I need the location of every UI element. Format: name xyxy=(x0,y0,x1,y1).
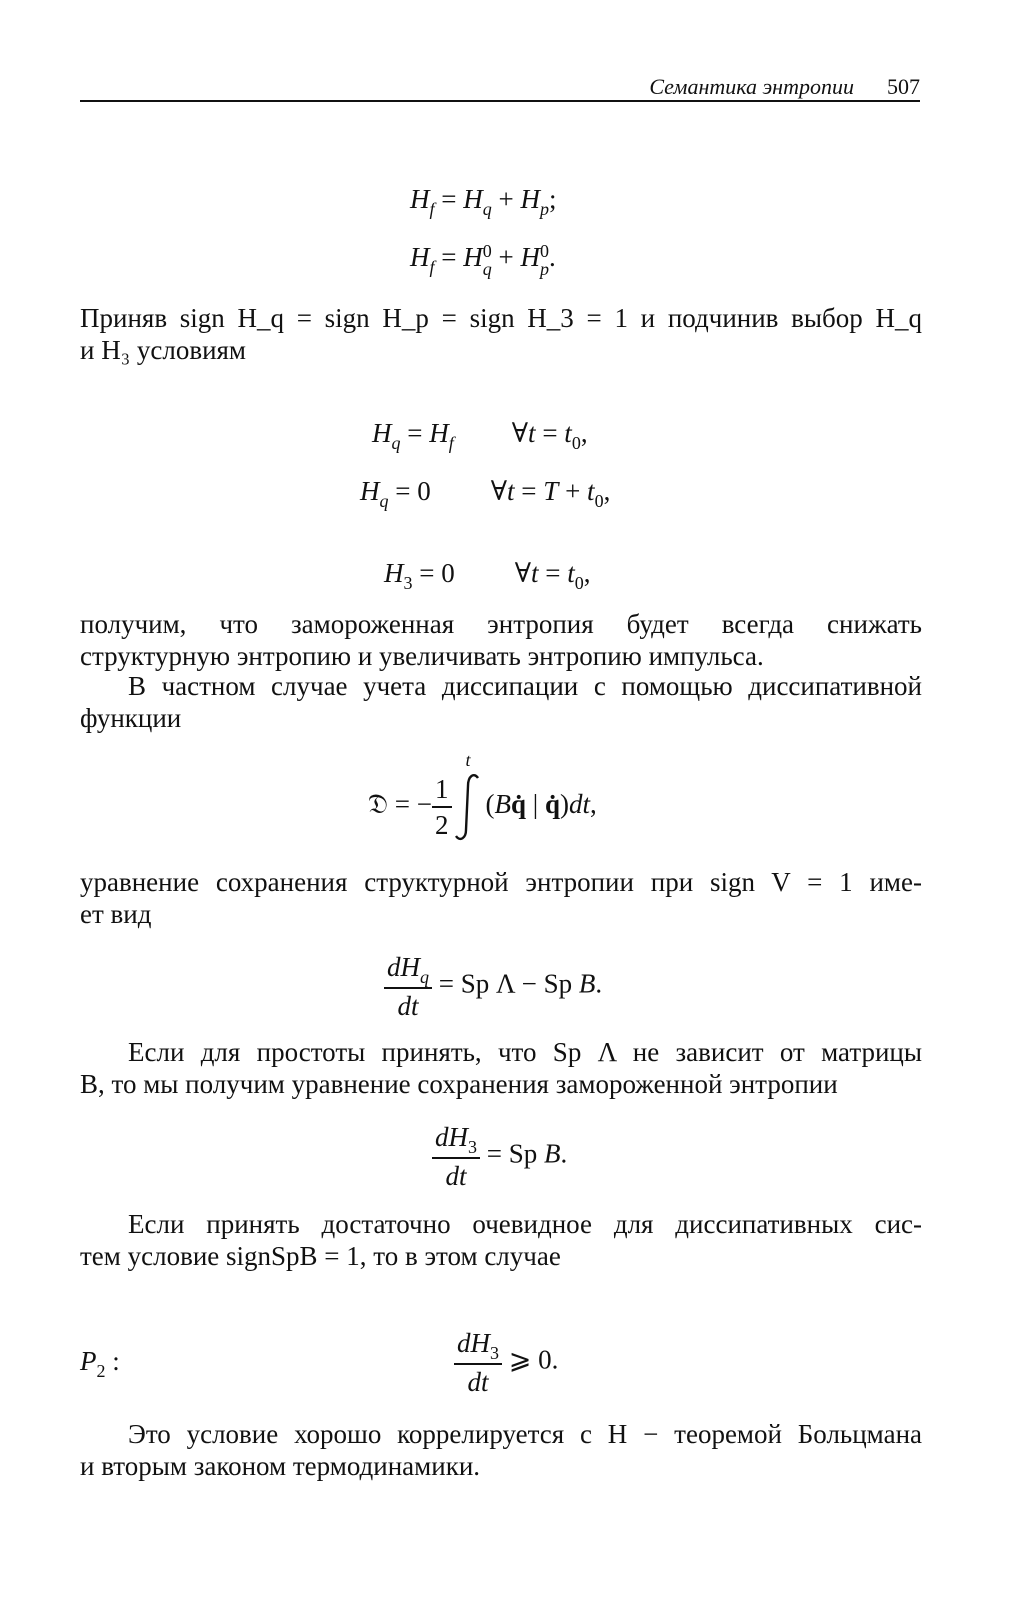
equation-hf-sum: $H_f = H_q + H_p$; xyxy=(410,184,557,219)
equation-label-p2: $P_2$ : xyxy=(80,1346,120,1381)
equation-p2-inequality: $\frac{dH_3}{dt}$ ⩾ 0. xyxy=(454,1326,558,1399)
paragraph-assumption: Приняв sign H_q = sign H_p = sign H_3 = 1 и подчинив выбор H_q и H₃ условиям xyxy=(80,303,922,365)
integral-sign-icon: t xyxy=(452,772,486,842)
equation-condition-1: $H_q = H_f$ ∀t = $t_0$, xyxy=(372,418,588,453)
equation-condition-3: $H_3 = 0$ ∀t = $t_0$, xyxy=(384,558,591,593)
paragraph-conservation: уравнение сохранения структурной энтропии при sign V = 1 име- ет вид xyxy=(80,867,922,929)
paragraph-frozen-entropy: Если для простоты принять, что Sp Λ не зависит от матрицы B, то мы получим уравнение сохранения замороженной энтропии xyxy=(80,1037,922,1099)
header-rule xyxy=(80,100,920,102)
running-header xyxy=(80,72,920,102)
equation-dissipative-function: 𝔇 = − $\frac{1}{2}$ t (Bq̇ | q̇)dt, xyxy=(368,750,597,840)
paragraph-dissipation: В частном случае учета диссипации с помощью диссипативной функции xyxy=(80,671,922,733)
paragraph-boltzmann: Это условие хорошо коррелируется с H − теоремой Больцмана и вторым законом термодинамики. xyxy=(80,1419,922,1481)
paragraph-dissipative-condition: Если принять достаточно очевидное для диссипативных сис- тем условие signSpB = 1, то в этом случае xyxy=(80,1209,922,1271)
page-number: 507 xyxy=(887,74,920,99)
equation-structural-entropy: $\frac{dH_q}{dt}$ = Sp Λ − Sp B. xyxy=(384,950,602,1023)
paragraph-conclusion: получим, что замороженная энтропия будет всегда снижать структурную энтропию и увеличивать энтропию импульса. xyxy=(80,609,922,671)
fraction-one-half: $\frac{1}{2}$ xyxy=(432,772,452,842)
equation-condition-2: $H_q = 0$ ∀t = $T + t_0$, xyxy=(360,476,611,511)
equation-frozen-entropy: $\frac{dH_3}{dt}$ = Sp B. xyxy=(432,1120,567,1193)
equation-hf-initial: $H_f = H$ 0 q + H 0 p . xyxy=(410,241,556,279)
running-title: Семантика энтропии xyxy=(649,74,854,99)
